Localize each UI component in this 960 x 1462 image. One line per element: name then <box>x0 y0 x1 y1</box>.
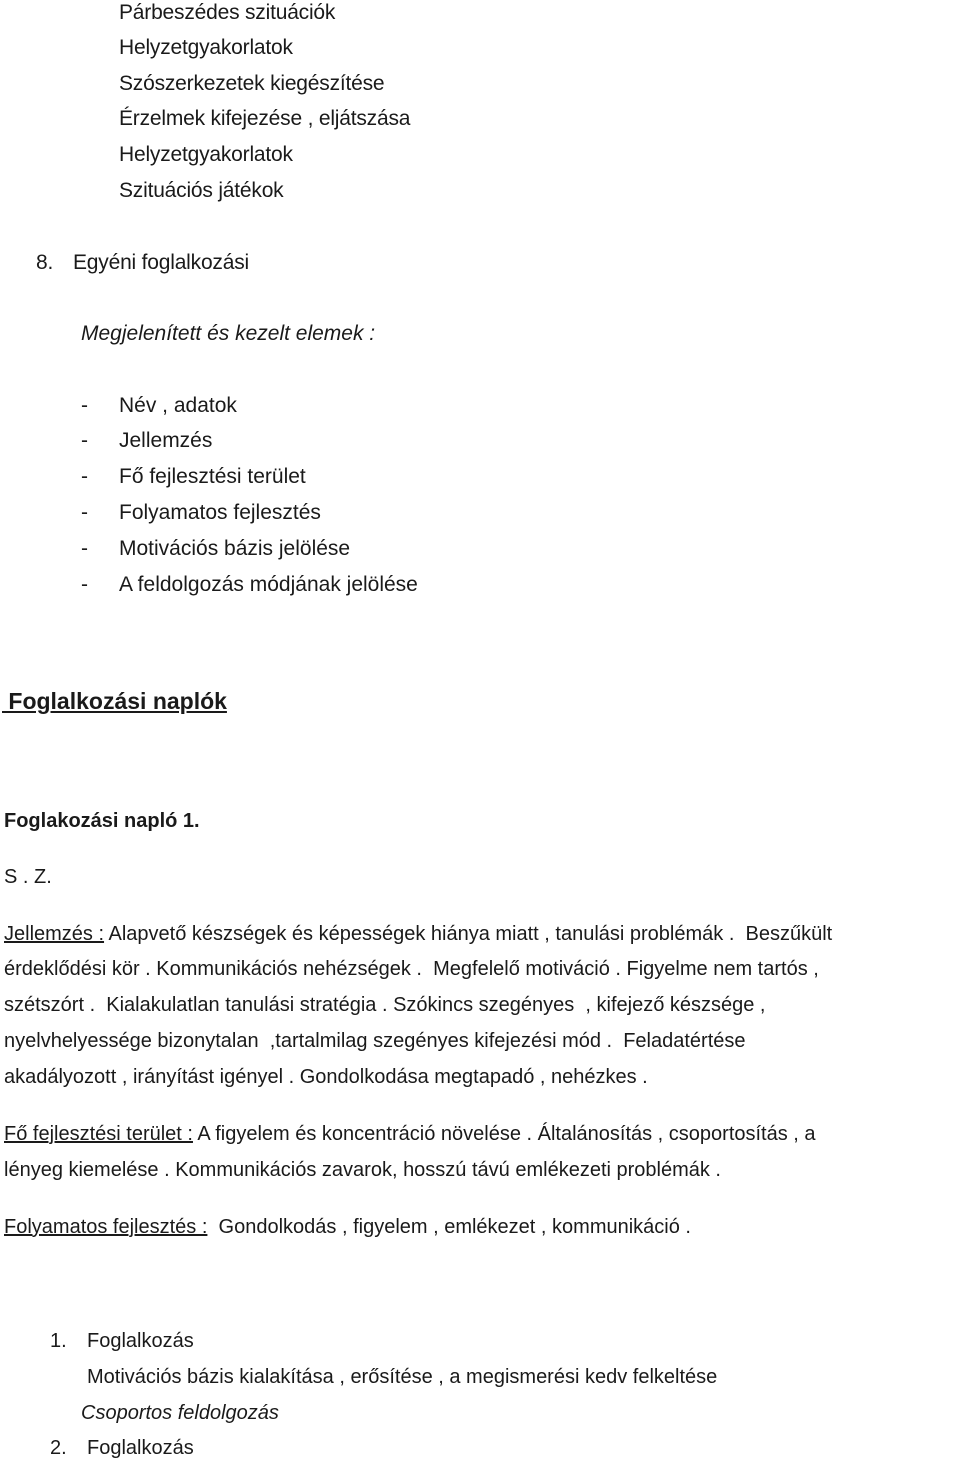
top-list-item: Helyzetgyakorlatok <box>119 143 293 166</box>
folyamatos-line: Folyamatos fejlesztés : Gondolkodás , figyelem , emlékezet , kommunikáció . <box>4 1216 691 1238</box>
fo-fejlesztesi-line: lényeg kiemelése . Kommunikációs zavarok, hosszú távú emlékezeti problémák . <box>4 1159 721 1181</box>
elements-heading: Megjelenített és kezelt elemek : <box>81 322 376 345</box>
jellemzes-line: akadályozott , irányítást igényel . Gondolkodása megtapadó , nehézkes . <box>4 1066 648 1088</box>
session-heading: 2. Foglalkozás <box>50 1437 194 1459</box>
element-list-item: - Jellemzés <box>81 429 213 452</box>
top-list-item: Szószerkezetek kiegészítése <box>119 72 385 95</box>
element-list-item: - Folyamatos fejlesztés <box>81 501 321 524</box>
session-heading: 1. Foglalkozás <box>50 1330 194 1352</box>
jellemzes-line: szétszórt . Kialakulatlan tanulási stratégia . Szókincs szegényes , kifejező készsége , <box>4 994 766 1016</box>
section-title: Foglalkozási naplók <box>2 688 227 714</box>
element-list-item: - Fő fejlesztési terület <box>81 465 306 488</box>
jellemzes-line: érdeklődési kör . Kommunikációs nehézségek . Megfelelő motiváció . Figyelme nem tartós , <box>4 958 819 980</box>
top-list-item: Helyzetgyakorlatok <box>119 36 293 59</box>
item-8-number: 8. <box>36 251 54 274</box>
session-mode: Csoportos feldolgozás <box>81 1402 279 1424</box>
jellemzes-label: Jellemzés : <box>4 923 105 945</box>
top-list-item: Szituációs játékok <box>119 179 284 202</box>
item-8-title: Egyéni foglalkozási <box>73 251 249 274</box>
fo-fejlesztesi-label: Fő fejlesztési terület : <box>4 1123 193 1145</box>
top-list-item: Érzelmek kifejezése , eljátszása <box>119 107 411 130</box>
element-list-item: - A feldolgozás módjának jelölése <box>81 573 418 596</box>
jellemzes-line: Jellemzés : Alapvető készségek és képességek hiánya miatt , tanulási problémák . Beszűkült <box>4 923 833 945</box>
initials: S . Z. <box>4 866 52 888</box>
log-title: Foglakozási napló 1. <box>4 810 200 832</box>
top-list-item: Párbeszédes szituációk <box>119 1 336 24</box>
session-description: Motivációs bázis kialakítása , erősítése , a megismerési kedv felkeltése <box>87 1366 718 1388</box>
element-list-item: - Motivációs bázis jelölése <box>81 537 351 560</box>
item-8-heading <box>36 250 249 276</box>
folyamatos-label: Folyamatos fejlesztés : <box>4 1216 208 1238</box>
fo-fejlesztesi-line: Fő fejlesztési terület : A figyelem és koncentráció növelése . Általánosítás , csoportosítás , a <box>4 1123 816 1145</box>
jellemzes-line: nyelvhelyessége bizonytalan ,tartalmilag szegényes kifejezési mód . Feladatértése <box>4 1030 746 1052</box>
element-list-item: - Név , adatok <box>81 394 237 417</box>
